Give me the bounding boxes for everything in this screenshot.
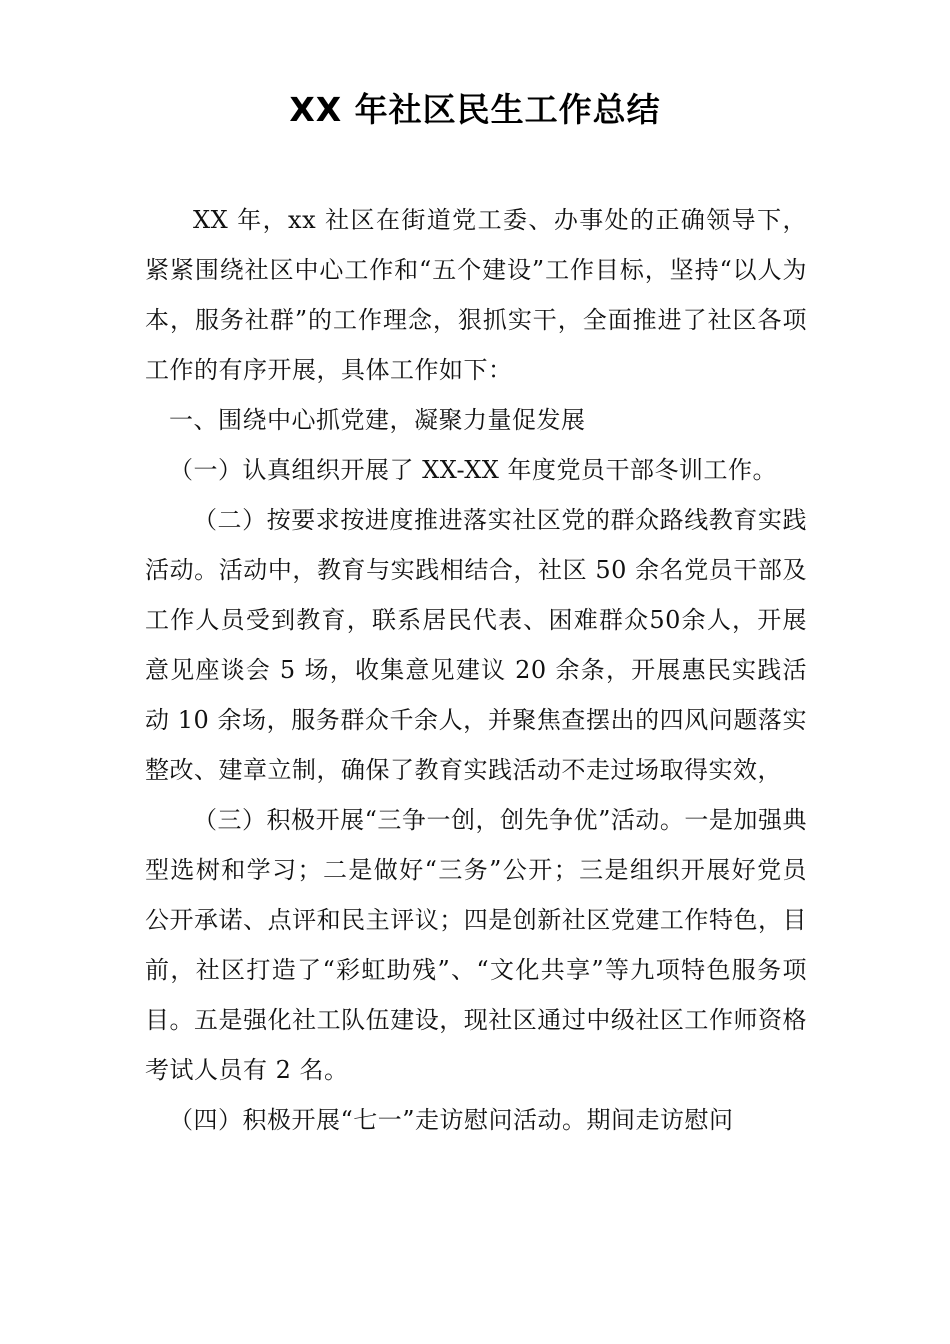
paragraph-intro: XX 年，xx 社区在街道党工委、办事处的正确领导下，紧紧围绕社区中心工作和“五个建设”工作目标，坚持“以人为本，服务社群”的工作理念，狠抓实干，全面推进了社区各项工作的有序开展，具体工作如下：: [145, 206, 807, 384]
document-title: XX 年社区民生工作总结: [289, 90, 661, 129]
document-body: [145, 195, 807, 1145]
paragraph-item-2: （二）按要求按进度推进落实社区党的群众路线教育实践活动。活动中，教育与实践相结合，社区 50 余名党员干部及工作人员受到教育，联系居民代表、困难群众50余人，开展意见座谈会 5 场，收集意见建议 20 余条，开展惠民实践活动 10 余场，服务群众千余人，并聚焦查摆出的四风问题落实整改、建章立制，确保了教育实践活动不走过场取得实效，: [145, 506, 807, 784]
section-heading-1: 一、围绕中心抓党建，凝聚力量促发展: [169, 406, 586, 434]
paragraph-item-1: （一）认真组织开展了 XX-XX 年度党员干部冬训工作。: [169, 456, 777, 484]
paragraph-item-3: （三）积极开展“三争一创，创先争优”活动。一是加强典型选树和学习；二是做好“三务”公开；三是组织开展好党员公开承诺、点评和民主评议；四是创新社区党建工作特色，目前，社区打造了“彩虹助残”、“文化共享”等九项特色服务项目。五是强化社工队伍建设，现社区通过中级社区工作师资格考试人员有 2 名。: [145, 806, 807, 1084]
paragraph-item-4: （四）积极开展“七一”走访慰问活动。期间走访慰问: [169, 1106, 734, 1134]
